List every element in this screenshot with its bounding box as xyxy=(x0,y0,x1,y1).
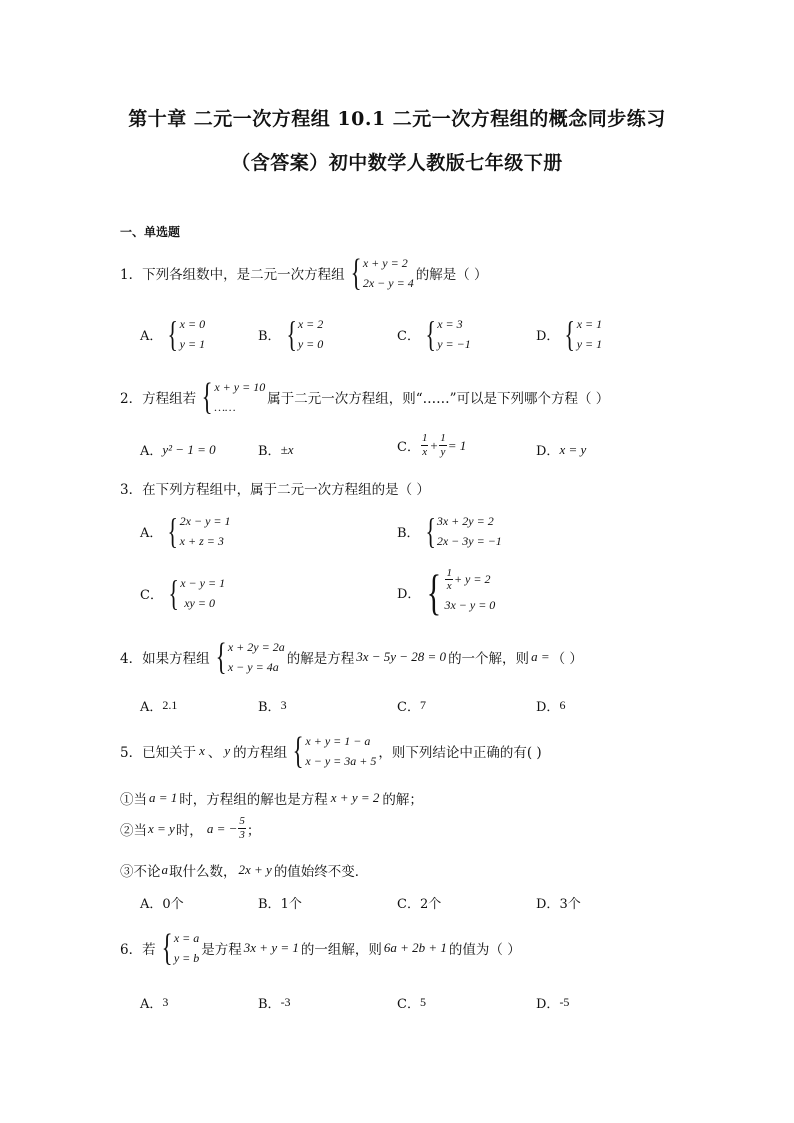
q3-option-a[interactable] xyxy=(140,511,233,551)
brace-icon: { xyxy=(425,314,436,354)
question-6-prefix: 6．若 xyxy=(120,942,156,958)
q4-option-b[interactable] xyxy=(258,696,287,715)
option-label: C． xyxy=(397,440,420,455)
option-value: 3个 xyxy=(559,897,581,912)
system-row: y = −1 xyxy=(437,337,471,351)
brace-icon: { xyxy=(167,314,179,354)
option-label: D． xyxy=(536,897,560,912)
system-row: x + z = 3 xyxy=(179,534,224,548)
option-expression: ±x xyxy=(280,441,294,457)
option-label: A． xyxy=(140,897,163,912)
statement-math: a xyxy=(161,862,168,877)
option-label: B． xyxy=(397,525,420,541)
q2-option-b[interactable] xyxy=(258,440,293,459)
question-4-suffix: （ ） xyxy=(551,651,583,667)
question-2-prefix: 2．方程组若 xyxy=(120,391,197,407)
q5-option-c[interactable] xyxy=(397,893,441,912)
system-row: x = a xyxy=(173,931,200,945)
question-6-mid2: 的一组解，则 xyxy=(300,942,382,958)
option-expression: x = y xyxy=(559,441,587,457)
system-row: x + y = 10 xyxy=(214,380,266,394)
option-label: D． xyxy=(536,700,560,715)
option-label: A． xyxy=(140,700,163,715)
fraction xyxy=(238,815,246,842)
option-value: 3 xyxy=(162,995,169,1009)
system-row: 3x + 2y = 2 xyxy=(436,514,494,528)
equation-system xyxy=(158,928,200,968)
q1-option-d[interactable] xyxy=(536,314,604,354)
system-row: x − y = 1 xyxy=(180,576,226,590)
option-value: -3 xyxy=(280,995,291,1009)
document-title-line-2: （含答案）初中数学人教版七年级下册 xyxy=(231,152,563,174)
numerator: 1 xyxy=(440,432,446,444)
equation-system xyxy=(212,637,285,677)
system-row: 2x − y = 1 xyxy=(179,514,231,528)
statement-math: a = − xyxy=(206,820,238,836)
statement-math: 2x + y xyxy=(238,862,272,877)
q5-option-b[interactable] xyxy=(258,893,302,912)
q1-option-a[interactable] xyxy=(140,314,207,354)
denominator: 3 xyxy=(239,829,245,841)
statement-text: 的解； xyxy=(382,792,423,808)
statement-text: 的值始终不变． xyxy=(273,864,369,880)
option-label: C． xyxy=(140,587,163,603)
q3-option-b[interactable] xyxy=(397,511,504,551)
option-value: 2个 xyxy=(419,897,442,912)
q6-option-c[interactable] xyxy=(397,993,426,1012)
system-row: x − y = 3a + 5 xyxy=(305,754,377,768)
question-4-mid: 的解是方程 xyxy=(286,651,355,667)
option-value: 7 xyxy=(419,698,426,712)
section-heading: 一、单选题 xyxy=(120,225,181,239)
question-5-mid: 的方程组 xyxy=(233,745,288,761)
q6-option-d[interactable] xyxy=(536,993,569,1012)
option-label: A． xyxy=(140,525,163,541)
statement-text: ③不论 xyxy=(120,864,161,880)
system-row: x + 2y = 2a xyxy=(227,640,285,654)
option-label: B． xyxy=(258,700,281,715)
equation-system xyxy=(289,731,376,771)
system-row xyxy=(444,566,495,592)
question-5-suffix: ，则下列结论中正确的有( ) xyxy=(378,745,542,761)
statement-1 xyxy=(120,788,423,808)
statement-text: 时，方程组的解也是方程 xyxy=(179,792,328,808)
fraction xyxy=(421,432,429,459)
system-row: x − y = 4a xyxy=(227,660,279,674)
system-row: y = 1 xyxy=(179,337,206,351)
statement-text: ①当 xyxy=(120,792,147,808)
denominator: x xyxy=(446,579,452,592)
system-row: x + y = 2 xyxy=(362,256,408,270)
q4-option-c[interactable] xyxy=(397,696,426,715)
system-row: x = 1 xyxy=(576,317,603,331)
brace-icon: { xyxy=(161,927,173,969)
statement-text: 取什么数， xyxy=(169,864,237,880)
option-label: C． xyxy=(397,328,420,344)
option-value: 6 xyxy=(559,698,566,712)
statement-2 xyxy=(120,815,260,842)
question-4 xyxy=(120,637,583,677)
question-4-mid2: 的一个解，则 xyxy=(448,651,530,667)
question-2 xyxy=(120,377,609,417)
option-label: C． xyxy=(397,997,420,1012)
option-label: D． xyxy=(536,997,560,1012)
option-value: 2.1 xyxy=(162,698,178,712)
question-3: 3．在下列方程组中，属于二元一次方程组的是（ ） xyxy=(120,482,430,498)
brace-icon: { xyxy=(292,730,304,772)
option-label: D． xyxy=(536,328,560,344)
statement-math: a = 1 xyxy=(149,790,178,805)
separator: 、 xyxy=(207,745,222,761)
option-value: 3 xyxy=(280,698,287,712)
system-row: x + y = 1 − a xyxy=(305,734,371,748)
brace-icon: { xyxy=(427,564,442,620)
q2-option-d[interactable] xyxy=(536,440,586,459)
brace-icon: { xyxy=(425,511,436,551)
q3-option-c[interactable] xyxy=(140,573,227,613)
fraction xyxy=(445,567,453,592)
system-row: x = 3 xyxy=(437,317,463,331)
option-label: A． xyxy=(140,997,163,1012)
question-6-mid: 是方程 xyxy=(201,942,242,958)
equation: 3x − 5y − 28 = 0 xyxy=(356,649,447,664)
question-1-suffix: 的解是（ ） xyxy=(415,267,488,283)
variable: a = xyxy=(531,649,550,664)
numerator: 1 xyxy=(446,566,452,579)
question-2-suffix: 属于二元一次方程组，则“……”可以是下列哪个方程（ ） xyxy=(267,391,610,407)
q4-option-d[interactable] xyxy=(536,696,565,715)
system-row: y = 0 xyxy=(297,337,324,351)
q5-option-a[interactable] xyxy=(140,893,184,912)
system-row: 2x − 3y = −1 xyxy=(436,534,502,548)
q2-option-a[interactable] xyxy=(140,440,216,459)
system-row: xy = 0 xyxy=(184,596,215,610)
brace-icon: { xyxy=(350,252,362,294)
question-5-prefix: 5．已知关于 xyxy=(120,745,197,761)
fraction xyxy=(439,432,447,459)
brace-icon: { xyxy=(564,314,576,354)
system-row: 3x − y = 0 xyxy=(444,598,496,612)
question-6 xyxy=(120,928,521,968)
brace-icon: { xyxy=(286,314,297,354)
question-1 xyxy=(120,253,488,293)
option-value: 5 xyxy=(419,995,426,1009)
option-value: 1个 xyxy=(280,897,302,912)
denominator: x xyxy=(422,446,428,458)
system-row: 2x − y = 4 xyxy=(362,276,414,290)
expression: 6a + 2b + 1 xyxy=(383,940,447,955)
q6-option-a[interactable] xyxy=(140,993,168,1012)
question-5 xyxy=(120,731,542,771)
brace-icon: { xyxy=(215,636,227,678)
option-label: A． xyxy=(140,444,163,459)
question-1-prefix: 1．下列各组数中，是二元一次方程组 xyxy=(120,267,345,283)
system-row: …… xyxy=(214,400,236,414)
option-label: B． xyxy=(258,328,281,344)
statement-math: x = y xyxy=(148,820,175,836)
statement-math: x + y = 2 xyxy=(330,790,380,805)
option-label: D． xyxy=(536,444,560,459)
equation-system xyxy=(347,253,414,293)
numerator: 5 xyxy=(239,815,245,827)
option-label: B． xyxy=(258,444,281,459)
option-expression: y² − 1 = 0 xyxy=(162,441,216,457)
equation-tail: = 1 xyxy=(447,437,467,453)
q3-option-d[interactable] xyxy=(397,566,497,618)
question-6-suffix: 的值为（ ） xyxy=(448,942,521,958)
variable: x xyxy=(199,743,205,758)
q4-option-a[interactable] xyxy=(140,696,177,715)
q1-option-c[interactable] xyxy=(397,314,473,354)
option-label: B． xyxy=(258,897,281,912)
brace-icon: { xyxy=(201,376,213,418)
statement-3 xyxy=(120,860,368,880)
equation: 3x + y = 1 xyxy=(243,940,299,955)
option-value: 0个 xyxy=(162,897,184,912)
q6-option-b[interactable] xyxy=(258,993,291,1012)
option-label: C． xyxy=(397,897,420,912)
plus-sign: + xyxy=(429,437,439,453)
equation-system xyxy=(198,377,265,417)
question-4-prefix: 4．如果方程组 xyxy=(120,651,210,667)
variable: y xyxy=(224,743,231,758)
row-tail: + y = 2 xyxy=(453,572,491,586)
option-label: D． xyxy=(397,586,421,602)
q1-option-b[interactable] xyxy=(258,314,325,354)
statement-text: ②当 xyxy=(120,822,147,839)
option-value: -5 xyxy=(559,995,570,1009)
brace-icon: { xyxy=(168,573,179,613)
system-row: y = b xyxy=(173,951,200,965)
statement-text: 时， xyxy=(175,822,203,839)
q2-option-c[interactable] xyxy=(397,432,466,459)
statement-text: ； xyxy=(246,822,261,839)
numerator: 1 xyxy=(421,432,428,444)
denominator: y xyxy=(440,446,446,458)
system-row: x = 0 xyxy=(179,317,206,331)
brace-icon: { xyxy=(167,511,179,551)
document-title-line-1: 第十章 二元一次方程组 10.1 二元一次方程组的概念同步练习 xyxy=(128,108,666,130)
system-row: y = 1 xyxy=(576,337,603,351)
option-label: B． xyxy=(258,997,281,1012)
option-label: A． xyxy=(140,328,163,344)
option-label: C． xyxy=(397,700,420,715)
system-row: x = 2 xyxy=(297,317,324,331)
q5-option-d[interactable] xyxy=(536,893,581,912)
